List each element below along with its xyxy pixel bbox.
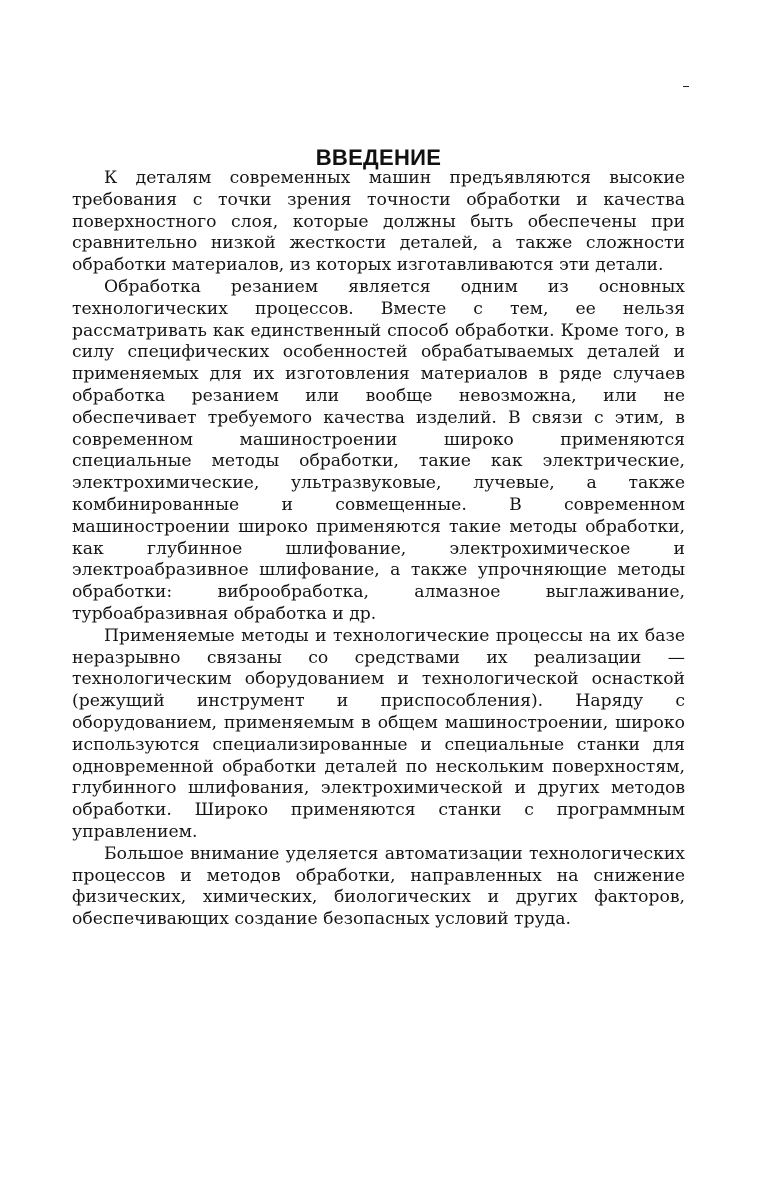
- page-title: ВВЕДЕНИЕ: [315, 144, 442, 170]
- paragraph-1: К деталям современных машин предъявляются высокие требования с точки зрения точности обработки и качества поверхностного слоя, которые должны быть обеспечены при сравнительно низкой жесткости деталей, а также сложности обработки материалов, из которых изготавливаются эти детали.: [72, 168, 685, 276]
- body-text: [72, 168, 685, 931]
- paragraph-2: Обработка резанием является одним из основных технологических процессов. Вместе с тем, ее нельзя рассматривать как единственный способ обработки. Кроме того, в силу специфических особенностей обрабатываемых деталей и применяемых для их изготовления материалов в ряде случаев обработка резанием или вообще невозможна, или не обеспечивает требуемого качества изделий. В связи с этим, в современном машиностроении широко применяются специальные методы обработки, такие как электрические, электрохимические, ультразвуковые, лучевые, а также комбинированные и совмещенные. В современном машиностроении широко применяются такие методы обработки, как глубинное шлифование, электрохимическое и электроабразивное шлифование, а также упрочняющие методы обработки: виброобработка, алмазное выглаживание, турбоабразивная обработка и др.: [72, 276, 685, 624]
- corner-mark: [683, 86, 689, 87]
- paragraph-4: Большое внимание уделяется автоматизации технологических процессов и методов обработки, направленных на снижение физических, химических, биологических и других факторов, обеспечивающих создание безопасных условий труда.: [72, 843, 685, 930]
- paragraph-3: Применяемые методы и технологические процессы на их базе неразрывно связаны со средствами их реализации — технологическим оборудованием и технологической оснасткой (режущий инструмент и приспособления). Наряду с оборудованием, применяемым в общем машиностроении, широко используются специализированные и специальные станки для одновременной обработки деталей по нескольким поверхностям, глубинного шлифования, электрохимической и других методов обработки. Широко применяются станки с программным управлением.: [72, 625, 685, 842]
